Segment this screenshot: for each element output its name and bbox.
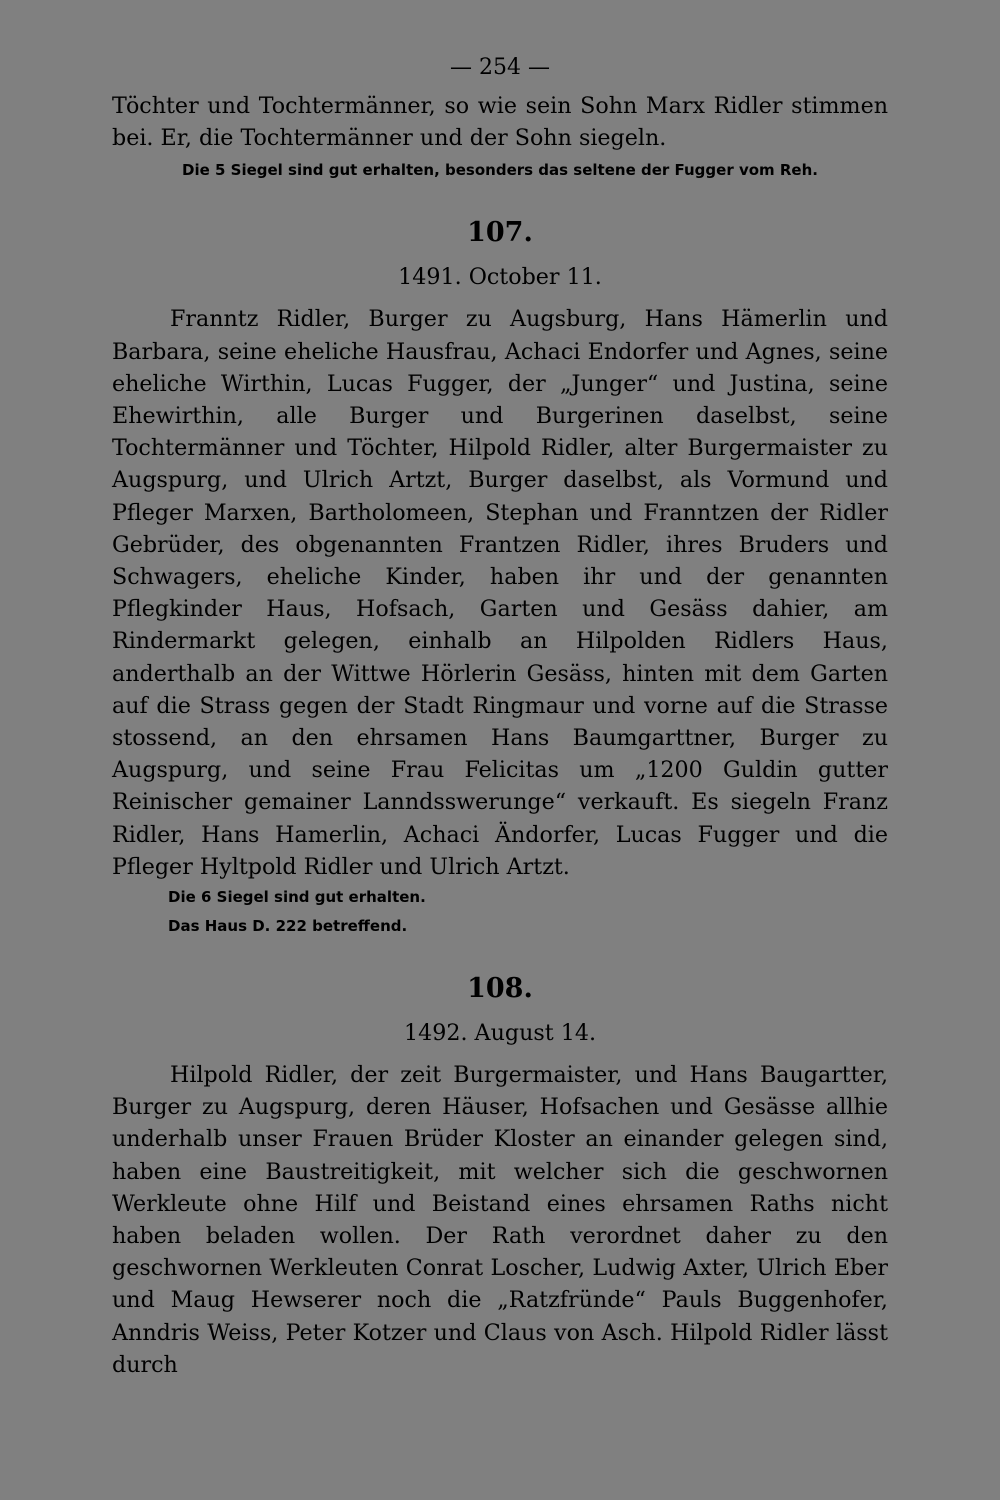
intro-paragraph: Töchter und Tochtermänner, so wie sein Sohn Marx Ridler stimmen bei. Er, die Tochtermänner und der Sohn siegeln. [112, 93, 888, 152]
page-number: — 254 — [450, 55, 550, 80]
entry-number: 107. [467, 217, 533, 249]
entry-108 [112, 969, 888, 1381]
intro-seal-note: Die 5 Siegel sind gut erhalten, besonders das seltene der Fugger vom Reh. [182, 161, 818, 180]
entry-107 [112, 213, 888, 941]
entry-date: 1492. August 14. [403, 1020, 597, 1047]
entry-text: Hilpold Ridler, der zeit Burgermaister, und Hans Baugartter, Burger zu Augspurg, deren Häuser, Hofsachen und Gesässe allhie underhalb unser Frauen Brüder Kloster an einander gelegen sind, haben eine Baustreitigkeit, mit welcher sich die geschwornen Werkleute ohne Hilf und Beistand eines ehrsamen Raths nicht haben beladen wollen. Der Rath verordnet daher zu den geschwornen Werkleuten Conrat Loscher, Ludwig Axter, Ulrich Eber und Maug Hewserer noch die „Ratzfründe“ Pauls Buggenhofer, Anndris Weiss, Peter Kotzer und Claus von Asch. Hilpold Ridler lässt durch [112, 1062, 888, 1378]
entry-number: 108. [467, 973, 533, 1005]
entry-note-house: Das Haus D. 222 betreffend. [168, 917, 408, 936]
entry-date: 1491. October 11. [398, 264, 602, 291]
entry-note-seals: Die 6 Siegel sind gut erhalten. [168, 888, 426, 907]
entry-text: Franntz Ridler, Burger zu Augsburg, Hans Hämerlin und Barbara, seine eheliche Hausfrau, Achaci Endorfer und Agnes, seine eheliche Wirthin, Lucas Fugger, der „Junger“ und Justina, seine Ehewirthin, alle Burger und Burgerinen daselbst, seine Tochtermänner und Töchter, Hilpold Ridler, alter Burgermaister zu Augspurg, und Ulrich Artzt, Burger daselbst, als Vormund und Pfleger Marxen, Bartholomeen, Stephan und Franntzen der Ridler Gebrüder, des obgenannten Frantzen Ridler, ihres Bruders und Schwagers, eheliche Kinder, haben ihr und der genannten Pflegkinder Haus, Hofsach, Garten und Gesäss dahier, am Rindermarkt gelegen, einhalb an Hilpolden Ridlers Haus, anderthalb an der Wittwe Hörlerin Gesäss, hinten mit dem Garten auf die Strass gegen der Stadt Ringmaur und vorne auf die Strasse stossend, an den ehrsamen Hans Baumgarttner, Burger zu Augspurg, und seine Frau Felicitas um „1200 Guldin gutter Reinischer gemainer Lanndsswerunge“ verkauft. Es siegeln Franz Ridler, Hans Hamerlin, Achaci Ändorfer, Lucas Fugger und die Pfleger Hyltpold Ridler und Ulrich Artzt. [112, 306, 888, 880]
